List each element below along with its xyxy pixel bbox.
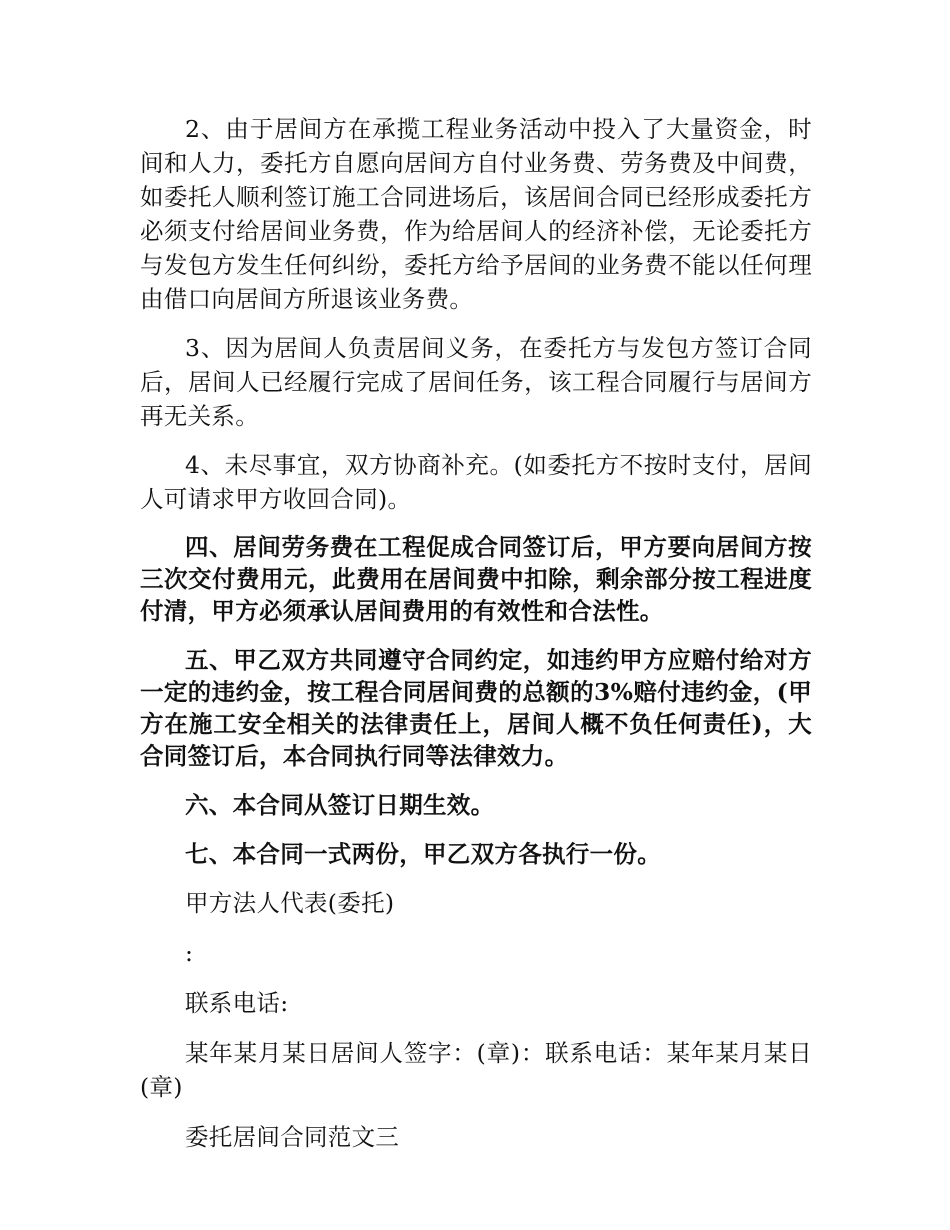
contact-phone-label: 联系电话:: [185, 989, 289, 1017]
party-a-representative-label: 甲方法人代表(委托): [185, 889, 395, 917]
section-title-sample-3: 委托居间合同范文三: [185, 1123, 400, 1151]
article-7-paragraph: 七、本合同一式两份，甲乙双方各执行一份。: [185, 840, 661, 868]
document-page: [140, 112, 812, 1154]
article-5-paragraph: 五、甲乙双方共同遵守合同约定，如违约甲方应赔付给对方一定的违约金，按工程合同居间费的总额的3%赔付违约金，(甲方在施工安全相关的法律责任上，居间人概不负任何责任)，大合同签订后，本合同执行同等法律效力。: [140, 646, 812, 770]
article-6-paragraph: 六、本合同从签订日期生效。: [185, 791, 495, 819]
article-4-paragraph: 四、居间劳务费在工程促成合同签订后，甲方要向居间方按三次交付费用元，此费用在居间费中扣除，剩余部分按工程进度付清，甲方必须承认居间费用的有效性和合法性。: [140, 533, 812, 625]
clause-4-paragraph: 4、未尽事宜，双方协商补充。(如委托方不按时支付，居间人可请求甲方收回合同)。: [140, 451, 812, 513]
clause-3-paragraph: 3、因为居间人负责居间义务，在委托方与发包方签订合同后，居间人已经履行完成了居间任务，该工程合同履行与居间方再无关系。: [140, 334, 812, 430]
colon-line: :: [185, 939, 194, 967]
signature-date-line: 某年某月某日居间人签字：(章)：联系电话：某年某月某日(章): [140, 1039, 812, 1101]
clause-2-paragraph: 2、由于居间方在承揽工程业务活动中投入了大量资金，时间和人力，委托方自愿向居间方自付业务费、劳务费及中间费，如委托人顺利签订施工合同进场后，该居间合同已经形成委托方必须支付给居间业务费，作为给居间人的经济补偿，无论委托方与发包方发生任何纠纷，委托方给予居间的业务费不能以任何理由借口向居间方所退该业务费。: [140, 115, 812, 313]
